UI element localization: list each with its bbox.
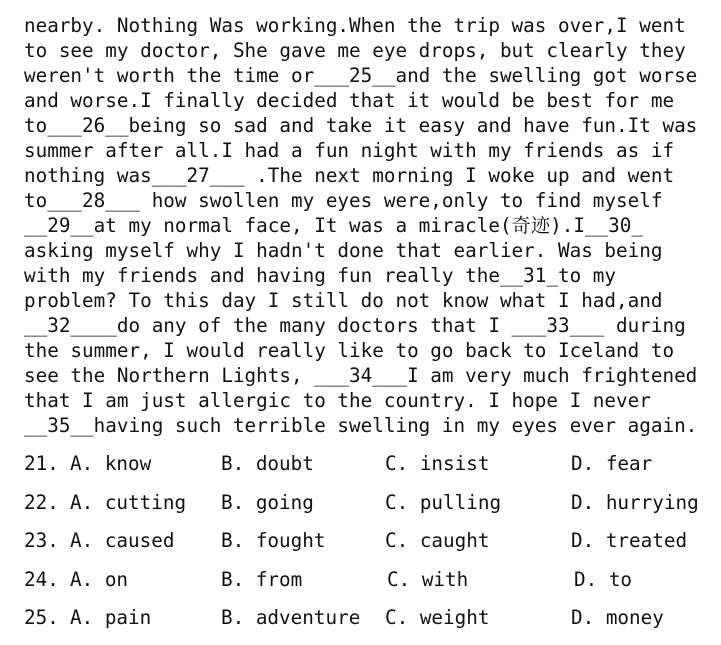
option-d: D. fear (571, 452, 653, 475)
passage-line: weren't worth the time or___25__and the swelling got worse (24, 64, 698, 87)
passage-line: nearby. Nothing Was working.When the trip was over,I went (24, 14, 686, 37)
option-a: A. caused (70, 529, 175, 552)
option-b: B. from (221, 567, 303, 591)
passage-line: problem? To this day I still do not know what I had,and (24, 289, 663, 312)
passage-line: __32____do any of the many doctors that I ___33___ during (24, 314, 686, 337)
passage-line: that I am just allergic to the country. I hope I never (24, 389, 651, 412)
option-c: C. pulling (385, 490, 502, 514)
option-d: D. treated (571, 529, 688, 552)
passage-line: asking myself why I hadn't done that earlier. Was being (24, 239, 663, 262)
question-row-21 (24, 452, 714, 491)
passage-line: nothing was___27___ .The next morning I woke up and went (24, 164, 675, 187)
option-b: B. doubt (221, 452, 314, 475)
question-number: 21. (24, 452, 59, 475)
passage-line: to___26__being so sad and take it easy and have fun.It was (24, 114, 698, 137)
passage-line: __29__at my normal face, It was a miracle(奇迹).I__30_ (24, 214, 643, 237)
question-row-24 (24, 568, 714, 607)
question-row-25 (24, 606, 714, 645)
option-c: C. caught (385, 529, 490, 552)
option-b: B. fought (221, 529, 326, 552)
question-number: 24. (24, 567, 59, 591)
option-d: D. money (571, 606, 664, 629)
option-c: C. insist (385, 452, 490, 475)
reading-passage (24, 13, 714, 438)
option-d: D. hurrying (571, 490, 699, 514)
question-number: 25. (24, 606, 59, 629)
option-c: C. weight (385, 606, 490, 629)
passage-line: summer after all.I had a fun night with my friends as if (24, 139, 675, 162)
passage-line: and worse.I finally decided that it would be best for me (24, 89, 675, 112)
passage-line: with my friends and having fun really the__31_to my (24, 264, 617, 287)
question-row-23 (24, 529, 714, 568)
passage-line: to___28___ how swollen my eyes were,only to find myself (24, 189, 663, 212)
question-number: 22. (24, 490, 59, 514)
passage-line: see the Northern Lights, ___34___I am very much frightened (24, 364, 698, 387)
question-row-22 (24, 491, 714, 530)
answer-options (24, 452, 714, 645)
question-number: 23. (24, 529, 59, 552)
passage-line: the summer, I would really like to go back to Iceland to (24, 339, 675, 362)
option-a: A. pain (70, 606, 152, 629)
option-a: A. cutting (70, 490, 187, 514)
option-c: C. with (387, 567, 469, 591)
option-b: B. going (221, 490, 314, 514)
passage-line: __35__having such terrible swelling in my eyes ever again. (24, 414, 698, 437)
option-d: D. to (574, 567, 633, 591)
option-a: A. know (70, 452, 152, 475)
option-b: B. adventure (221, 606, 361, 629)
passage-line: to see my doctor, She gave me eye drops, but clearly they (24, 39, 686, 62)
option-a: A. on (70, 567, 129, 591)
